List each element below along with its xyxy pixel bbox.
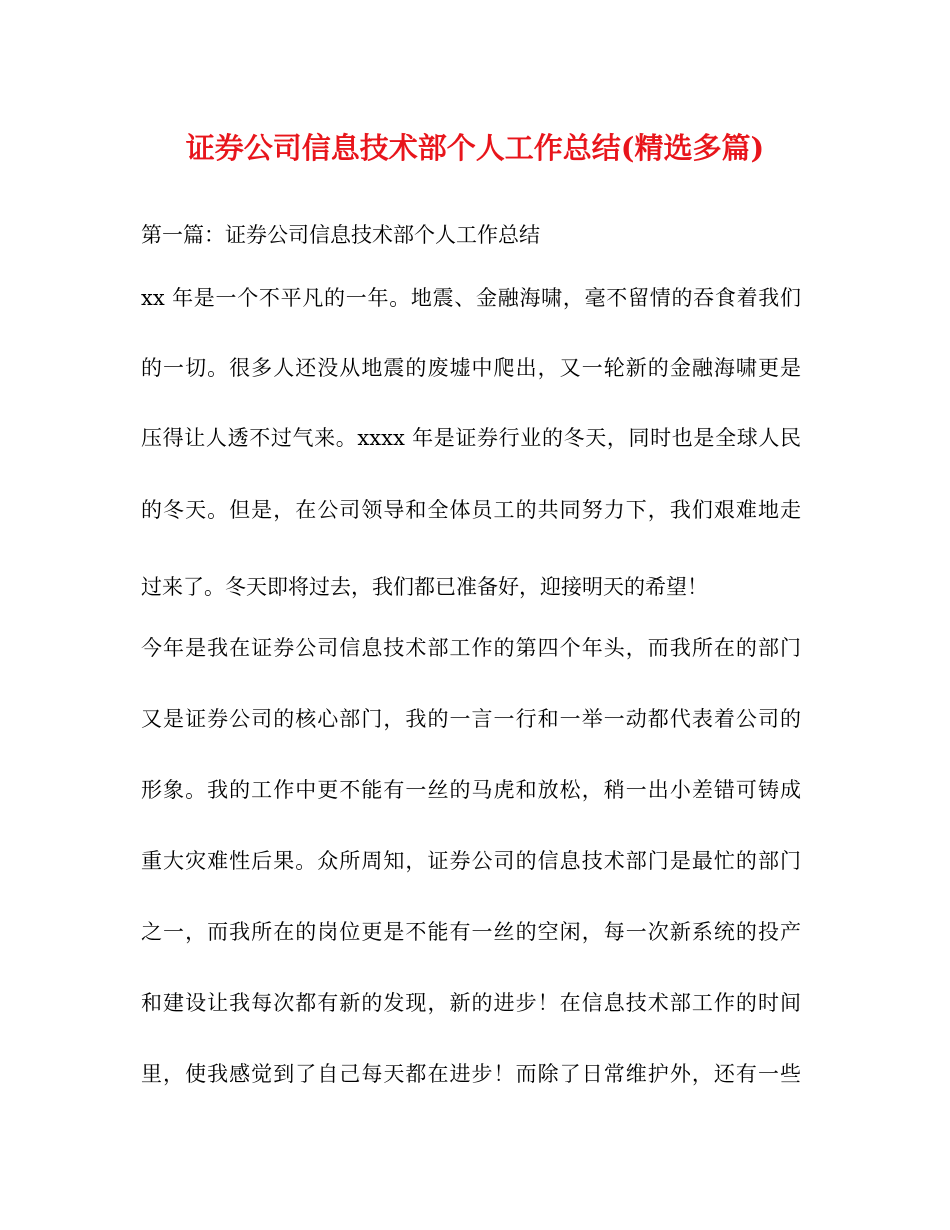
paragraph-line: 的冬天。但是，在公司领导和全体员工的共同努力下，我们艰难地走 (141, 498, 801, 522)
paragraph-line: 之一，而我所在的岗位更是不能有一丝的空闲，每一次新系统的投产 (141, 920, 801, 944)
document-title: 证券公司信息技术部个人工作总结(精选多篇) (185, 131, 765, 165)
section-heading: 第一篇：证券公司信息技术部个人工作总结 (141, 223, 540, 247)
paragraph-line: 今年是我在证券公司信息技术部工作的第四个年头，而我所在的部门 (141, 636, 801, 660)
paragraph-line: xx 年是一个不平凡的一年。地震、金融海啸，毫不留情的吞食着我们 (141, 286, 801, 310)
paragraph-line: 的一切。很多人还没从地震的废墟中爬出，又一轮新的金融海啸更是 (141, 356, 801, 380)
paragraph-line: 过来了。冬天即将过去，我们都已准备好，迎接明天的希望！ (141, 575, 708, 599)
paragraph-line: 重大灾难性后果。众所周知，证券公司的信息技术部门是最忙的部门 (141, 849, 801, 873)
paragraph-line: 压得让人透不过气来。xxxx 年是证券行业的冬天，同时也是全球人民 (141, 426, 801, 450)
paragraph-line: 形象。我的工作中更不能有一丝的马虎和放松，稍一出小差错可铸成 (141, 778, 801, 802)
paragraph-line: 里，使我感觉到了自己每天都在进步！而除了日常维护外，还有一些 (141, 1062, 801, 1086)
paragraph-line: 又是证券公司的核心部门，我的一言一行和一举一动都代表着公司的 (141, 707, 801, 731)
paragraph-line: 和建设让我每次都有新的发现，新的进步！在信息技术部工作的时间 (141, 991, 801, 1015)
